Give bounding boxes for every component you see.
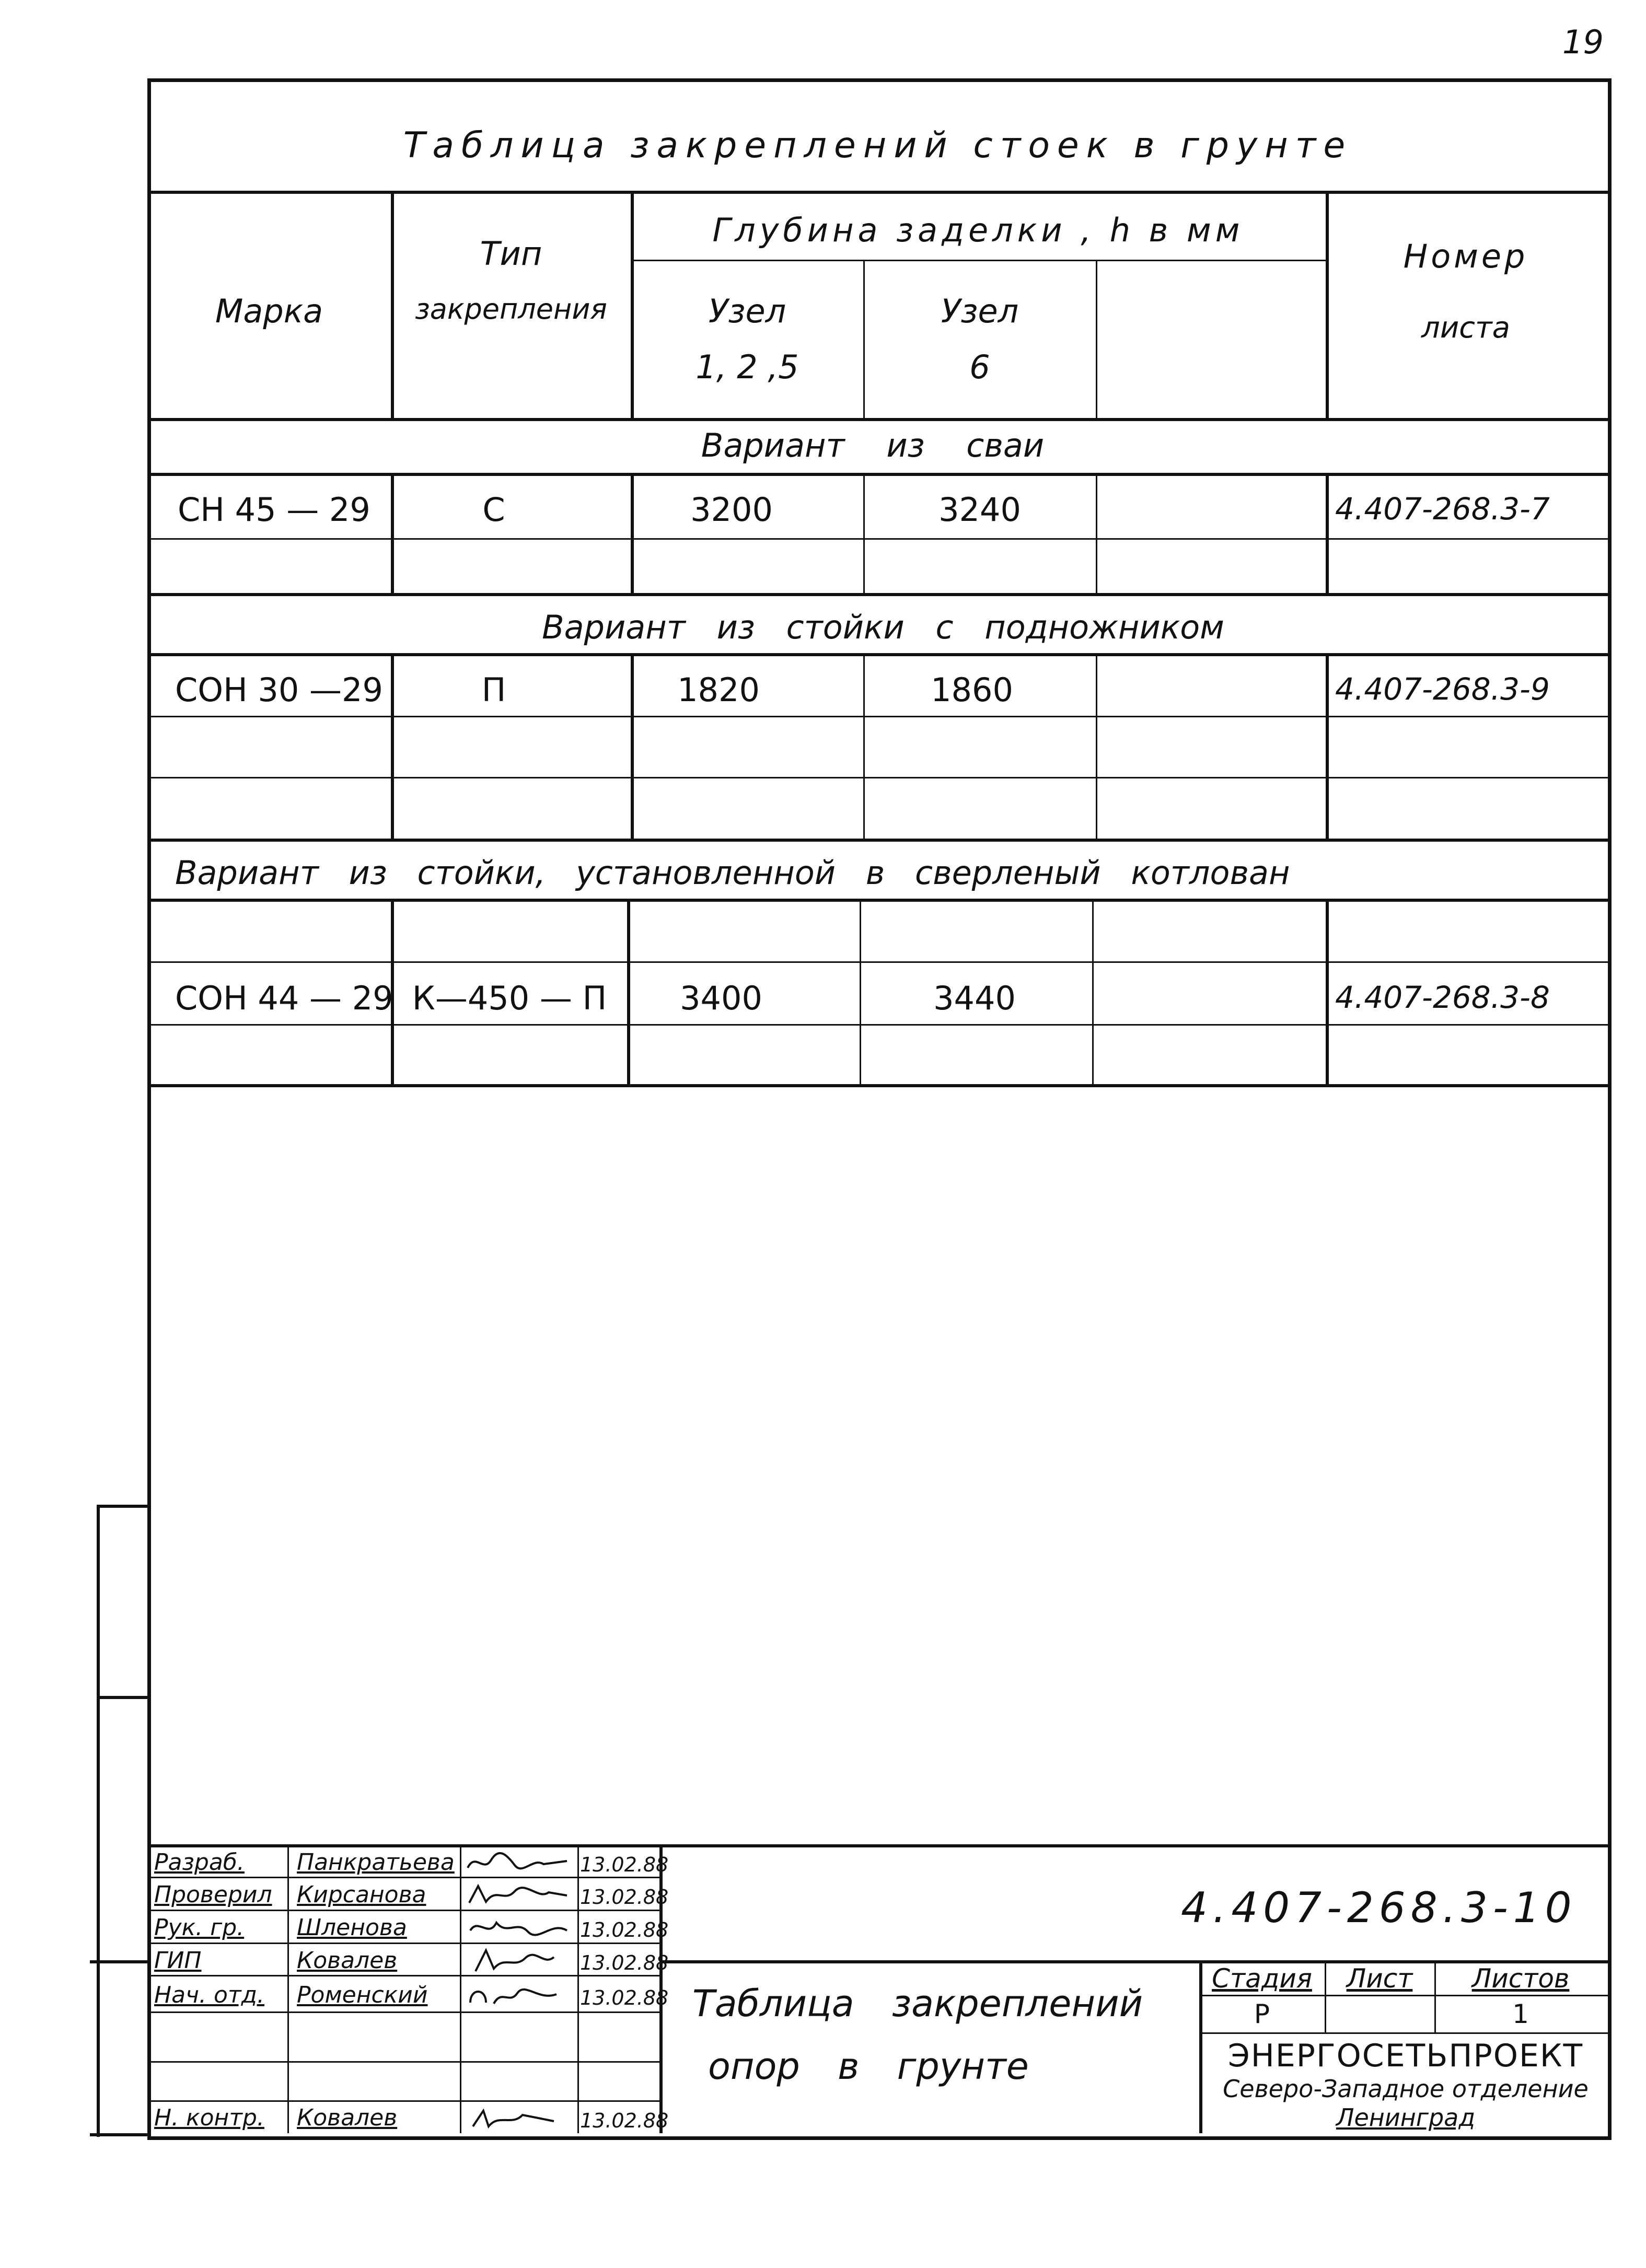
rule [147,1975,659,1976]
rule [1096,473,1097,593]
rule [577,1844,579,2133]
rule [147,839,1608,842]
cell-sheet: 4.407-268.3-8 [1335,980,1550,1015]
sheets-label: Листов [1471,1963,1570,1994]
rule [147,653,1608,656]
rule [1326,191,1329,418]
binding-strip-lower [97,1693,100,2137]
cell-node125: 1820 [677,671,760,709]
rule [1326,899,1329,1084]
section-title-footing: Вариант из стойки с подножником [542,608,1224,646]
sheet-label: Лист [1346,1963,1413,1994]
staff-date: 13.02.88 [580,1853,669,1876]
staff-date: 13.02.88 [580,1951,669,1974]
staff-name: Кирсанова [297,1881,426,1908]
rule [1326,653,1329,839]
staff-date: 13.02.88 [580,1886,669,1909]
cell-node6: 1860 [931,671,1013,709]
rule [147,1084,1608,1087]
rule [1199,1960,1202,2133]
section-title-drilled: Вариант из стойки, установленной в сверленый котлован [175,854,1290,892]
drawing-frame [147,78,1612,2140]
staff-date: 13.02.88 [580,2109,669,2132]
header-node2-line2: 6 [969,348,990,386]
header-sheet-line2: листа [1421,311,1510,345]
rule [863,260,865,418]
signature-image [465,1882,570,1908]
staff-role: Разраб. [154,1849,245,1876]
signature-image [465,1948,570,1974]
sheet-title-line1: Таблица закреплений [692,1982,1143,2025]
signature-image [465,1850,570,1876]
rule [631,260,1326,261]
rule [391,473,394,593]
page-number: 19 [1562,23,1604,61]
rule [147,538,1608,540]
stage-value: Р [1254,1999,1270,2029]
staff-name: Роменский [297,1982,428,2008]
rule [1096,653,1097,839]
header-node1-line2: 1, 2 ,5 [696,348,799,386]
org-name: ЭНЕРГОСЕТЬПРОЕКТ [1227,2038,1584,2074]
staff-role: Нач. отд. [154,1982,264,2008]
staff-name: Ковалев [297,1947,398,1974]
rule [147,191,1608,194]
rule [1092,899,1094,1084]
rule [860,899,861,1084]
doc-code: 4.407-268.3-10 [1181,1883,1577,1932]
rule [147,1877,659,1878]
cell-mark: СН 45 — 29 [178,491,370,529]
binding-mark [90,1960,147,1963]
frame-bottom-ext [90,2133,150,2136]
staff-name: Панкратьева [297,1849,455,1876]
sheet-title-line2: опор в грунте [708,2045,1029,2088]
rule [391,653,394,839]
header-type-line2: закрепления [415,293,607,325]
staff-role: Н. контр. [154,2104,264,2131]
cell-mark: СОН 30 —29 [175,671,383,709]
rule [1326,473,1329,593]
cell-node125: 3200 [690,491,773,529]
cell-type: П [481,671,506,709]
cell-mark: СОН 44 — 29 [175,979,393,1017]
org-branch: Северо-Западное отделение [1223,2075,1589,2103]
rule [147,777,1608,778]
rule [1199,1995,1608,1996]
rule [391,191,394,418]
rule [1199,2032,1608,2034]
rule [1325,1960,1326,2032]
rule [627,899,630,1084]
signature-image [465,1983,570,2009]
cell-node125: 3400 [680,979,762,1017]
rule [863,473,865,593]
rule [147,1943,659,1944]
rule [147,593,1608,596]
rule [1434,1960,1436,2032]
header-depth: Глубина заделки , h в мм [712,211,1244,249]
staff-role: Проверил [154,1881,272,1908]
section-title-piles: Вариант из сваи [701,426,1045,464]
staff-date: 13.02.88 [580,1918,669,1941]
rule [147,473,1608,476]
rule [147,1844,1608,1847]
header-node2-line1: Узел [941,292,1019,330]
rule [147,899,1608,902]
cell-node6: 3440 [933,979,1016,1017]
binding-strip [97,1505,150,1699]
rule [659,1960,1608,1963]
cell-node6: 3240 [938,491,1021,529]
signature-image [465,2106,570,2132]
staff-date: 13.02.88 [580,1986,669,2009]
staff-name: Ковалев [297,2104,398,2131]
rule [147,716,1608,717]
header-node1-line1: Узел [708,292,786,330]
sheets-value: 1 [1512,1999,1529,2029]
staff-role: Рук. гр. [154,1914,245,1941]
table-title: Таблица закреплений стоек в грунте [403,125,1353,166]
rule [147,2061,659,2063]
rule [147,418,1608,421]
rule [147,2011,659,2013]
rule [287,1844,289,2133]
header-type-line1: Тип [480,235,542,273]
header-sheet-line1: Номер [1403,237,1528,275]
rule [863,653,865,839]
rule [1096,260,1097,418]
rule [147,961,1608,963]
signature-image [465,1915,570,1941]
org-city: Ленинград [1336,2103,1476,2132]
cell-type: С [482,491,505,529]
rule [147,1910,659,1911]
cell-sheet: 4.407-268.3-7 [1335,491,1550,527]
cell-type: К—450 — П [412,979,607,1017]
rule [631,473,634,593]
staff-role: ГИП [154,1947,202,1974]
rule [631,653,634,839]
rule [631,191,634,418]
rule [147,1024,1608,1026]
rule [147,2100,659,2102]
header-mark: Марка [215,292,323,330]
stage-label: Стадия [1212,1963,1312,1994]
rule [460,1844,461,2133]
staff-name: Шленова [297,1914,407,1941]
cell-sheet: 4.407-268.3-9 [1335,671,1550,707]
